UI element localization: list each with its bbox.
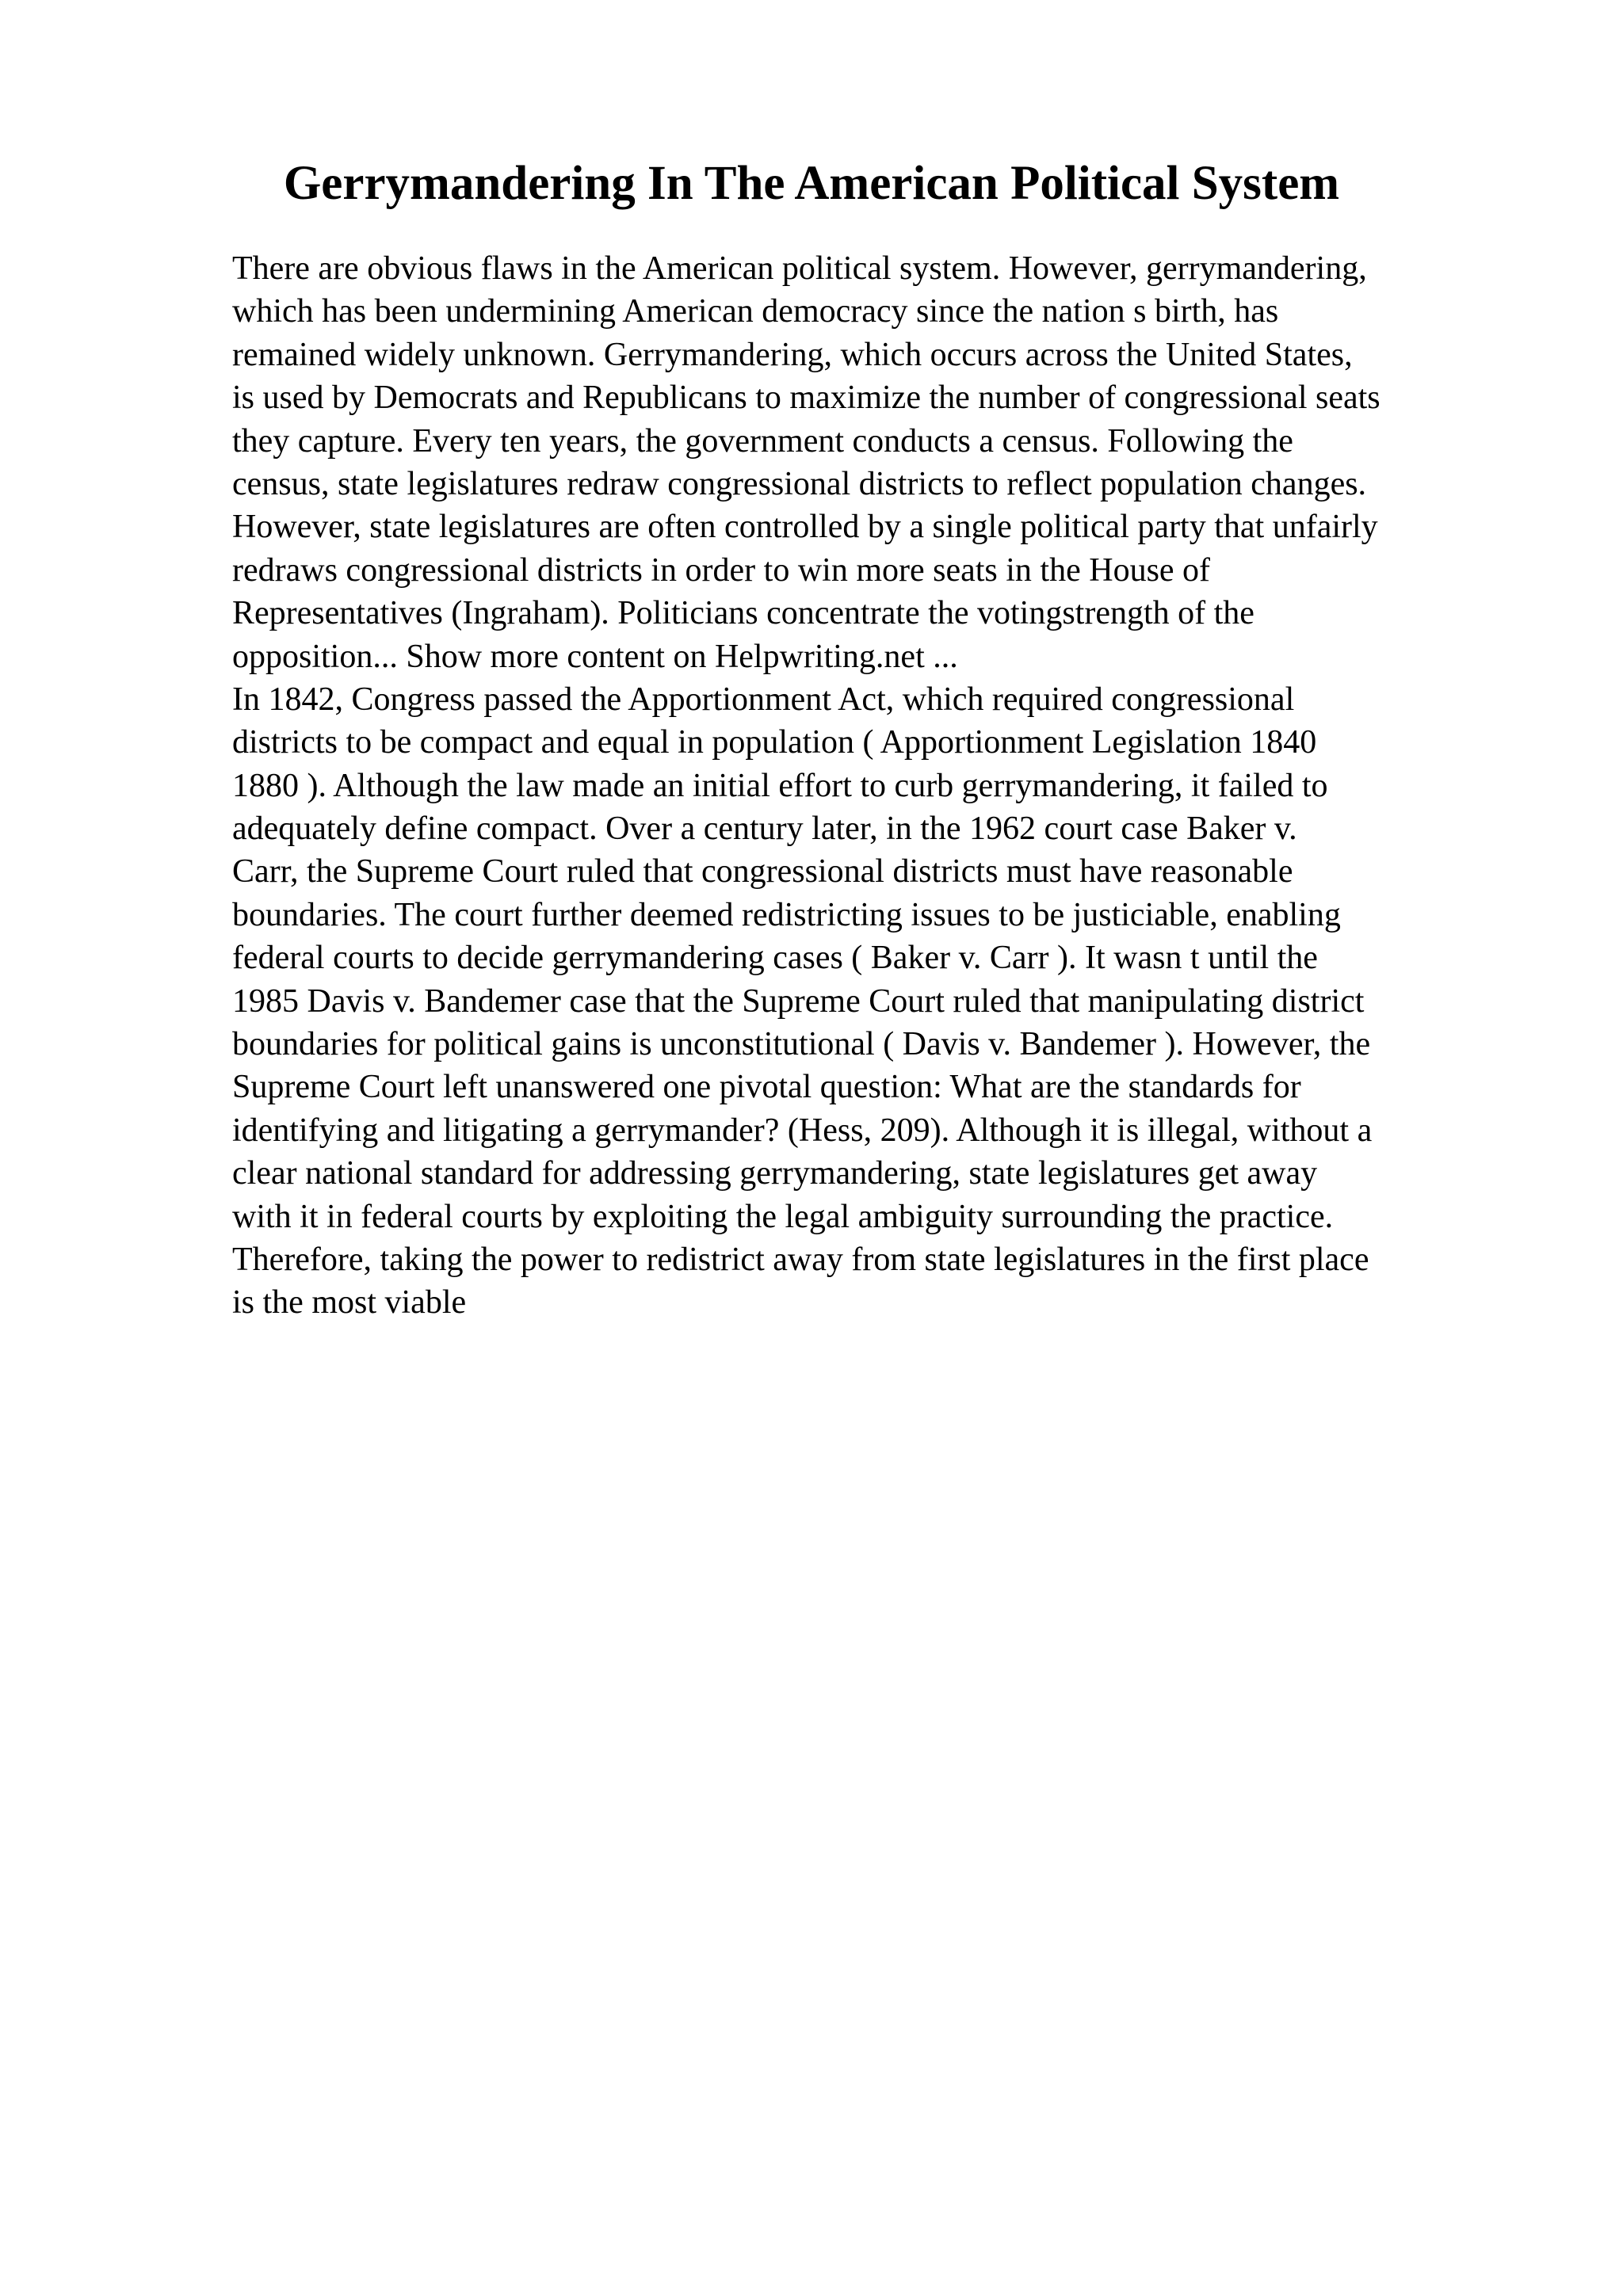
text-line: However, state legislatures are often controlled by a single political party that unfairly [232,509,1378,546]
text-line: 1880 ). Although the law made an initial effort to curb gerrymandering, it failed to [232,767,1328,804]
text-line: boundaries for political gains is unconstitutional ( Davis v. Bandemer ). However, the [232,1026,1371,1063]
text-line: redraws congressional districts in order to win more seats in the House of [232,551,1211,589]
text-line: with it in federal courts by exploiting the legal ambiguity surrounding the practice. [232,1198,1334,1235]
text-line: census, state legislatures redraw congressional districts to reflect population changes. [232,465,1367,502]
text-line: identifying and litigating a gerrymander? (Hess, 209). Although it is illegal, without a [232,1112,1373,1149]
text-line: Therefore, taking the power to redistrict away from state legislatures in the first place [232,1241,1369,1278]
text-line: adequately define compact. Over a century later, in the 1962 court case Baker v. [232,810,1297,848]
text-line: federal courts to decide gerrymandering cases ( Baker v. Carr ). It wasn t until the [232,940,1318,977]
text-line: Supreme Court left unanswered one pivotal question: What are the standards for [232,1069,1301,1106]
text-line: There are obvious flaws in the American political system. However, gerrymandering, [232,250,1367,287]
text-line: they capture. Every ten years, the government conducts a census. Following the [232,422,1293,460]
text-line: clear national standard for addressing gerrymandering, state legislatures get away [232,1155,1318,1192]
text-line: Representatives (Ingraham). Politicians concentrate the votingstrength of the [232,595,1254,632]
paragraph-1 [232,247,1548,678]
text-line: opposition... Show more content on Helpwriting.net ... [232,638,958,675]
text-line: which has been undermining American democracy since the nation s birth, has [232,293,1279,330]
text-line: districts to be compact and equal in population ( Apportionment Legislation 1840 [232,724,1317,761]
text-line: boundaries. The court further deemed redistricting issues to be justiciable, enabling [232,896,1341,933]
document-body [232,247,1548,1325]
text-line: 1985 Davis v. Bandemer case that the Supreme Court ruled that manipulating district [232,982,1365,1020]
text-line: remained widely unknown. Gerrymandering, which occurs across the United States, [232,336,1353,373]
text-line: Carr, the Supreme Court ruled that congressional districts must have reasonable [232,853,1293,891]
text-line: is the most viable [232,1284,467,1322]
document-title: Gerrymandering In The American Political System [283,157,1340,210]
text-line: In 1842, Congress passed the Apportionment Act, which required congressional [232,681,1295,718]
paragraph-2 [232,678,1548,1325]
text-line: is used by Democrats and Republicans to maximize the number of congressional seats [232,379,1381,417]
